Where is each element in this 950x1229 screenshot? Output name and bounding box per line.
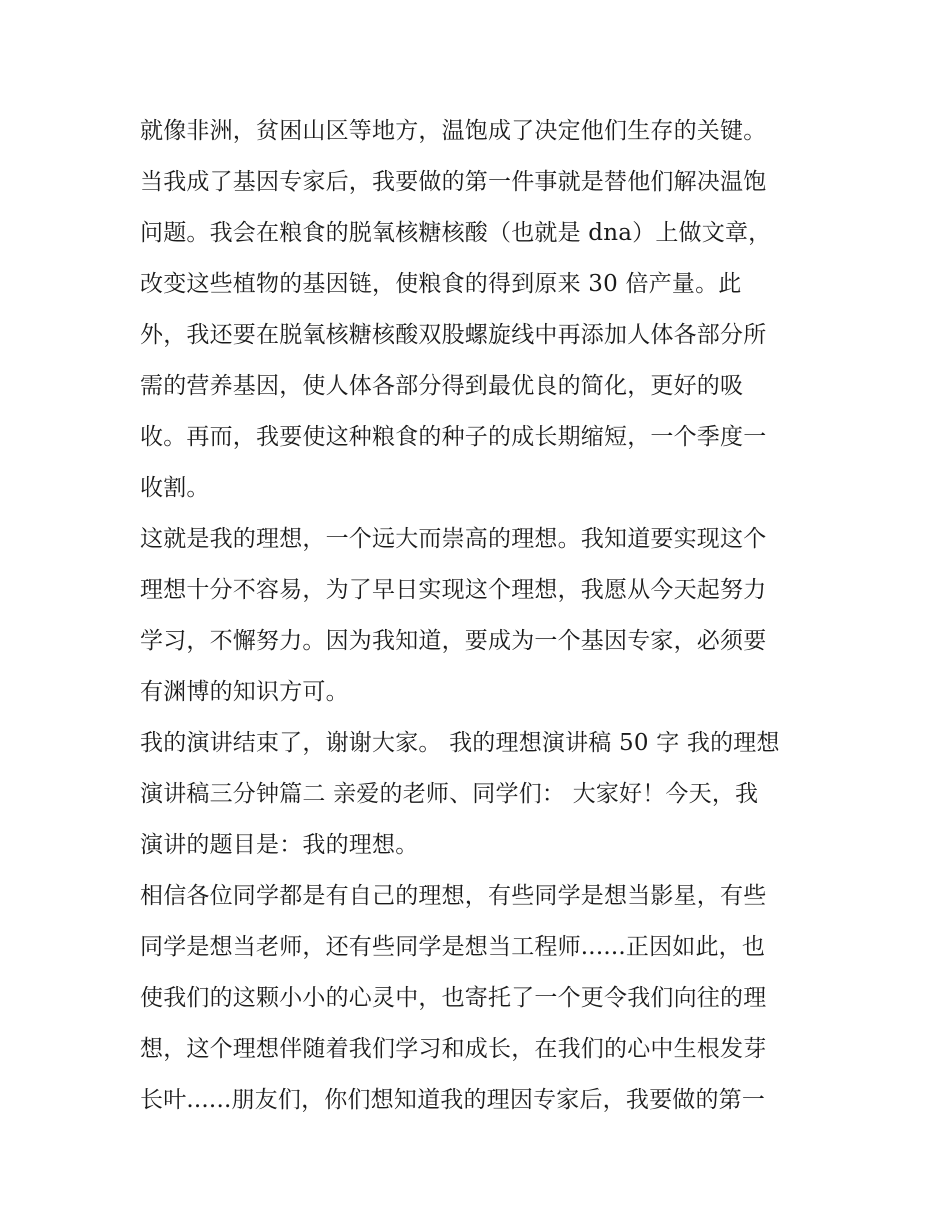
document-body xyxy=(140,106,820,1126)
text-line: 收。再而，我要使这种粮食的种子的成长期缩短，一个季度一 xyxy=(140,424,767,450)
text-line: 学习，不懈努力。因为我知道，要成为一个基因专家，必须要 xyxy=(140,628,767,654)
text-line: 相信各位同学都是有自己的理想，有些同学是想当影星，有些 xyxy=(140,883,767,909)
text-line: 问题。我会在粮食的脱氧核糖核酸（也就是 dna）上做文章， xyxy=(140,220,772,246)
text-line: 外，我还要在脱氧核糖核酸双股螺旋线中再添加人体各部分所 xyxy=(140,322,767,348)
text-line: 长叶......朋友们，你们想知道我的理因专家后，我要做的第一 xyxy=(140,1087,766,1113)
text-line: 就像非洲，贫困山区等地方，温饱成了决定他们生存的关键。 xyxy=(140,118,767,144)
text-line: 改变这些植物的基因链，使粮食的得到原来 30 倍产量。此 xyxy=(140,271,742,297)
text-line: 演讲稿三分钟篇二 亲爱的老师、同学们： 大家好！今天，我 xyxy=(140,781,759,807)
text-line: 我的演讲结束了，谢谢大家。 我的理想演讲稿 50 字 我的理想 xyxy=(140,730,780,756)
text-line: 演讲的题目是：我的理想。 xyxy=(140,832,419,858)
text-line: 当我成了基因专家后，我要做的第一件事就是替他们解决温饱 xyxy=(140,169,767,195)
text-line: 有渊博的知识方可。 xyxy=(140,679,349,705)
text-line: 收割。 xyxy=(140,475,210,501)
text-line: 同学是想当老师，还有些同学是想当工程师......正因如此，也 xyxy=(140,934,766,960)
text-line: 使我们的这颗小小的心灵中，也寄托了一个更令我们向往的理 xyxy=(140,985,767,1011)
text-line: 想，这个理想伴随着我们学习和成长，在我们的心中生根发芽 xyxy=(140,1036,767,1062)
text-line: 理想十分不容易，为了早日实现这个理想，我愿从今天起努力 xyxy=(140,577,767,603)
text-line: 需的营养基因，使人体各部分得到最优良的简化，更好的吸 xyxy=(140,373,744,399)
text-line: 这就是我的理想，一个远大而崇高的理想。我知道要实现这个 xyxy=(140,526,767,552)
